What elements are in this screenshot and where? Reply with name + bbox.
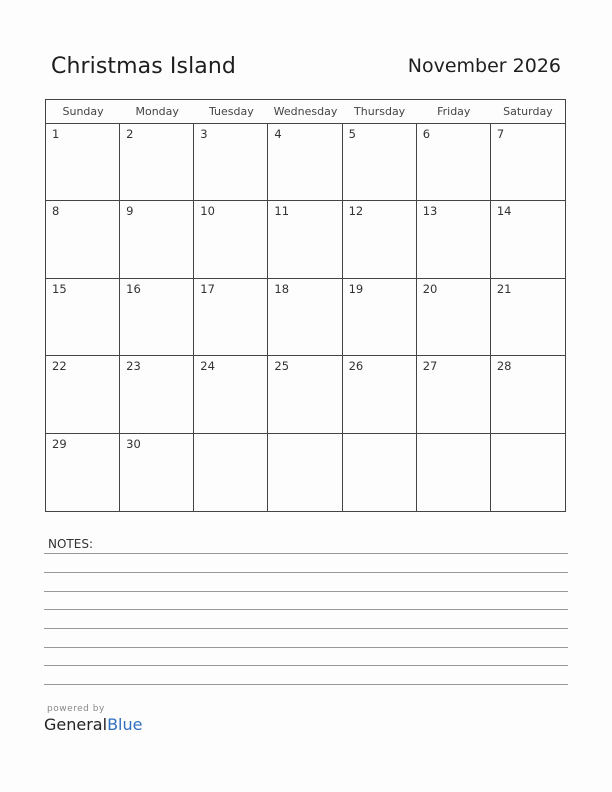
day-cell: 1 bbox=[46, 124, 120, 201]
generalblue-logo bbox=[44, 704, 142, 734]
day-cell: 29 bbox=[46, 434, 120, 511]
weekday-header: Thursday bbox=[343, 100, 417, 124]
day-cell: 12 bbox=[343, 201, 417, 278]
day-cell: 10 bbox=[194, 201, 268, 278]
day-cell: 5 bbox=[343, 124, 417, 201]
brand-general-text: General bbox=[44, 715, 108, 734]
note-line bbox=[44, 591, 568, 592]
day-cell: 22 bbox=[46, 356, 120, 433]
note-line bbox=[44, 647, 568, 648]
weekday-header: Sunday bbox=[46, 100, 120, 124]
note-line bbox=[44, 684, 568, 685]
day-cell bbox=[194, 434, 268, 511]
day-cell: 2 bbox=[120, 124, 194, 201]
day-cell: 30 bbox=[120, 434, 194, 511]
note-line bbox=[44, 553, 568, 554]
calendar-month-title: November 2026 bbox=[407, 55, 561, 77]
day-cell: 15 bbox=[46, 279, 120, 356]
day-cell bbox=[268, 434, 342, 511]
day-cell: 20 bbox=[417, 279, 491, 356]
note-line bbox=[44, 572, 568, 573]
day-cell: 13 bbox=[417, 201, 491, 278]
day-cell: 8 bbox=[46, 201, 120, 278]
day-cell: 28 bbox=[491, 356, 565, 433]
day-cell: 24 bbox=[194, 356, 268, 433]
weekday-header: Monday bbox=[120, 100, 194, 124]
day-cell bbox=[417, 434, 491, 511]
day-cell: 19 bbox=[343, 279, 417, 356]
day-cell: 21 bbox=[491, 279, 565, 356]
note-line bbox=[44, 628, 568, 629]
day-cell: 27 bbox=[417, 356, 491, 433]
day-cell: 16 bbox=[120, 279, 194, 356]
day-cell: 3 bbox=[194, 124, 268, 201]
day-cell: 9 bbox=[120, 201, 194, 278]
day-cell: 6 bbox=[417, 124, 491, 201]
weekday-header: Friday bbox=[417, 100, 491, 124]
day-cell bbox=[491, 434, 565, 511]
brand-blue-text: Blue bbox=[107, 715, 143, 734]
day-cell: 17 bbox=[194, 279, 268, 356]
day-cell bbox=[343, 434, 417, 511]
note-line bbox=[44, 665, 568, 666]
day-cell: 7 bbox=[491, 124, 565, 201]
note-line bbox=[44, 609, 568, 610]
weekday-header: Saturday bbox=[491, 100, 565, 124]
day-cell: 4 bbox=[268, 124, 342, 201]
weekday-header: Wednesday bbox=[268, 100, 342, 124]
brand-name bbox=[44, 715, 142, 734]
calendar-grid bbox=[45, 99, 566, 512]
day-cell: 25 bbox=[268, 356, 342, 433]
calendar-country-title: Christmas Island bbox=[51, 54, 236, 79]
day-cell: 11 bbox=[268, 201, 342, 278]
weekday-header: Tuesday bbox=[194, 100, 268, 124]
notes-label: NOTES: bbox=[48, 537, 93, 551]
powered-by-text: powered by bbox=[47, 704, 105, 714]
day-cell: 18 bbox=[268, 279, 342, 356]
day-cell: 23 bbox=[120, 356, 194, 433]
day-cell: 26 bbox=[343, 356, 417, 433]
day-cell: 14 bbox=[491, 201, 565, 278]
